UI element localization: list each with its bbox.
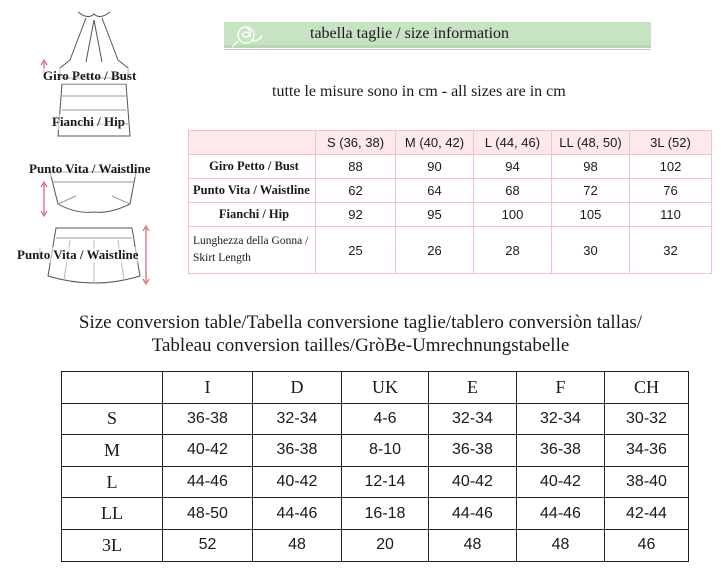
table-cell: 62 — [316, 179, 396, 203]
waist-bottom-label: Punto Vita / Waistline — [29, 161, 151, 176]
table-cell: 36-38 — [517, 435, 605, 467]
table-cell: 48 — [253, 529, 342, 561]
table-cell: 4-6 — [342, 403, 429, 435]
table-cell: 30-32 — [605, 403, 689, 435]
conversion-header-row — [62, 372, 689, 404]
size-info-banner — [224, 22, 651, 48]
table-cell: 100 — [474, 203, 552, 227]
table-cell: 64 — [396, 179, 474, 203]
row-label: LL — [62, 498, 163, 530]
table-cell: 40-42 — [253, 466, 342, 498]
size-conversion-table — [61, 371, 689, 562]
table-row — [62, 403, 689, 435]
table-row — [62, 466, 689, 498]
table-cell: 25 — [316, 227, 396, 274]
column-header: L (44, 46) — [474, 131, 552, 155]
table-cell: 48 — [517, 529, 605, 561]
column-header — [62, 372, 163, 404]
table-row — [62, 498, 689, 530]
table-row — [62, 529, 689, 561]
table-cell: 36-38 — [253, 435, 342, 467]
size-information-table — [188, 130, 712, 274]
table-cell: 36-38 — [429, 435, 517, 467]
table-cell: 34-36 — [605, 435, 689, 467]
table-cell: 44-46 — [253, 498, 342, 530]
units-note: tutte le misure sono in cm - all sizes are in cm — [272, 83, 566, 100]
table-cell: 38-40 — [605, 466, 689, 498]
table-row — [189, 203, 712, 227]
table-cell: 40-42 — [163, 435, 253, 467]
table-cell: 20 — [342, 529, 429, 561]
waist-skirt-label: Punto Vita / Waistline — [17, 247, 139, 262]
table-cell: 28 — [474, 227, 552, 274]
table-cell: 32-34 — [429, 403, 517, 435]
column-header: I — [163, 372, 253, 404]
row-label: Fianchi / Hip — [189, 203, 316, 227]
table-cell: 42-44 — [605, 498, 689, 530]
table-cell: 26 — [396, 227, 474, 274]
table-row — [62, 435, 689, 467]
rose-icon — [230, 23, 266, 49]
row-label: S — [62, 403, 163, 435]
table-cell: 68 — [474, 179, 552, 203]
header-corner-cell — [189, 131, 316, 155]
table-cell: 40-42 — [429, 466, 517, 498]
table-cell: 98 — [552, 155, 630, 179]
table-cell: 94 — [474, 155, 552, 179]
banner-divider — [224, 49, 651, 50]
column-header: CH — [605, 372, 689, 404]
table-cell: 44-46 — [517, 498, 605, 530]
table-row — [189, 179, 712, 203]
table-row — [189, 227, 712, 274]
table-cell: 92 — [316, 203, 396, 227]
table-cell: 95 — [396, 203, 474, 227]
size-header-row — [189, 131, 712, 155]
table-cell: 72 — [552, 179, 630, 203]
garment-illustration — [0, 0, 180, 300]
table-cell: 88 — [316, 155, 396, 179]
column-header: LL (48, 50) — [552, 131, 630, 155]
table-cell: 105 — [552, 203, 630, 227]
table-cell: 32 — [630, 227, 712, 274]
column-header: 3L (52) — [630, 131, 712, 155]
table-cell: 46 — [605, 529, 689, 561]
column-header: S (36, 38) — [316, 131, 396, 155]
column-header: D — [253, 372, 342, 404]
table-cell: 30 — [552, 227, 630, 274]
table-cell: 8-10 — [342, 435, 429, 467]
row-label: Lunghezza della Gonna / Skirt Length — [189, 227, 316, 274]
table-cell: 32-34 — [253, 403, 342, 435]
conversion-title-line: Size conversion table/Tabella conversione taglie/tablero conversiòn tallas/ — [78, 312, 643, 333]
table-cell: 32-34 — [517, 403, 605, 435]
row-label: Punto Vita / Waistline — [189, 179, 316, 203]
column-header: M (40, 42) — [396, 131, 474, 155]
table-cell: 12-14 — [342, 466, 429, 498]
row-label: Giro Petto / Bust — [189, 155, 316, 179]
table-cell: 40-42 — [517, 466, 605, 498]
table-cell: 102 — [630, 155, 712, 179]
table-cell: 16-18 — [342, 498, 429, 530]
banner-title: tabella taglie / size information — [310, 25, 510, 42]
table-cell: 48-50 — [163, 498, 253, 530]
table-cell: 110 — [630, 203, 712, 227]
row-label: 3L — [62, 529, 163, 561]
column-header: E — [429, 372, 517, 404]
table-cell: 52 — [163, 529, 253, 561]
table-cell: 48 — [429, 529, 517, 561]
table-cell: 44-46 — [163, 466, 253, 498]
column-header: F — [517, 372, 605, 404]
table-cell: 76 — [630, 179, 712, 203]
row-label: L — [62, 466, 163, 498]
conversion-title — [0, 311, 721, 357]
column-header: UK — [342, 372, 429, 404]
hip-label: Fianchi / Hip — [52, 114, 125, 129]
table-cell: 36-38 — [163, 403, 253, 435]
conversion-title-line: Tableau conversion tailles/GròBe-Umrechnungstabelle — [151, 335, 570, 356]
bust-label: Giro Petto / Bust — [43, 68, 137, 83]
table-cell: 90 — [396, 155, 474, 179]
table-cell: 44-46 — [429, 498, 517, 530]
row-label: M — [62, 435, 163, 467]
table-row — [189, 155, 712, 179]
